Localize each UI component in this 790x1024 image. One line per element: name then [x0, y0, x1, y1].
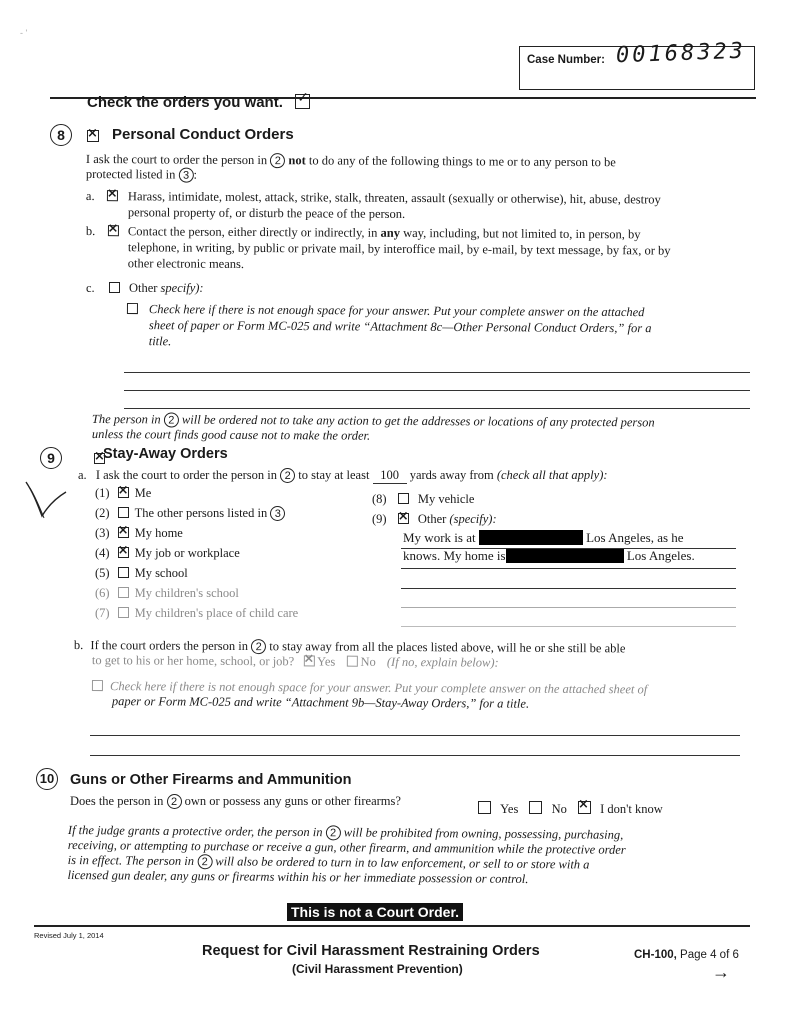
- section-8-title: Personal Conduct Orders: [112, 126, 294, 143]
- stay-away-item-1-checkbox[interactable]: [118, 487, 129, 498]
- not-court-order-banner: This is not a Court Order.: [287, 903, 463, 921]
- case-number-label: Case Number:: [527, 54, 605, 66]
- form-page-info: CH-100, Page 4 of 6: [634, 949, 739, 961]
- stay-away-item-4-checkbox[interactable]: [118, 547, 129, 558]
- hand-check-mark-icon: [20, 476, 70, 524]
- section-8a-checkbox[interactable]: [107, 190, 118, 201]
- stay-away-item-6-checkbox[interactable]: [118, 587, 129, 598]
- case-number-value[interactable]: 00168323: [615, 38, 747, 69]
- section-9a: a. I ask the court to order the person in 2 to stay at least 100 yards away from (check all that apply):: [78, 468, 608, 482]
- case-number-box: [519, 38, 755, 90]
- stay-away-item-label: My school: [134, 566, 188, 580]
- stay-away-item-8-checkbox[interactable]: [398, 493, 409, 504]
- revised-date: Revised July 1, 2014: [34, 931, 104, 940]
- section-9b-line-1[interactable]: [90, 735, 740, 736]
- stay-away-item-label: Me: [134, 486, 152, 500]
- stay-away-item-9: (9) × Other (specify):: [372, 512, 497, 527]
- redaction-bar: [479, 530, 583, 545]
- other-line-3[interactable]: [401, 588, 736, 589]
- section-8b: b. × Contact the person, either directly or indirectly, in any way, including, but not limited to, in person, by telephone, in writing, by public or private mail, by interoffice mail, by e-mail, by text message, by fax, or by other electronic means.: [86, 224, 756, 243]
- section-8c-attachment: Check here if there is not enough space for your answer. Put your complete answer on the attached sheet of paper or Form MC-025 and write “Attachment 8c—Other Personal Conduct Orders,” for a title.: [127, 302, 747, 321]
- section-9b-attachment: Check here if there is not enough space for your answer. Put your complete answer on the attached sheet of paper or Form MC-025 and write “Attachment 9b—Stay-Away Orders,” for a title.: [92, 679, 752, 713]
- stay-away-other-text[interactable]: My work is at Los Angeles, as he knows. My home is Los Angeles.: [403, 530, 695, 563]
- other-line-2[interactable]: [401, 568, 736, 569]
- stay-away-item-label: My job or workplace: [134, 546, 240, 560]
- check-orders-heading: Check the orders you want. ✓: [87, 89, 309, 111]
- section-8c-line-1[interactable]: [124, 372, 750, 373]
- check-orders-checkbox[interactable]: ✓: [295, 94, 310, 109]
- other-line-4[interactable]: [401, 607, 736, 608]
- stay-away-item-label: My children's place of child care: [134, 606, 299, 620]
- stay-away-item-label: My home: [134, 526, 183, 540]
- stay-away-item-6: (6) My children's school: [95, 586, 239, 600]
- stay-away-item-5-checkbox[interactable]: [118, 567, 129, 578]
- stay-away-item-4: (4)× My job or workplace: [95, 546, 240, 561]
- section-8c-line-3[interactable]: [124, 408, 750, 409]
- stay-away-yards-field[interactable]: 100: [373, 468, 407, 484]
- stay-away-item-label: My children's school: [134, 586, 239, 600]
- section-10-title: Guns or Other Firearms and Ammunition: [70, 772, 352, 788]
- section-9-number: 9: [40, 447, 62, 469]
- firearms-yes-checkbox[interactable]: [478, 801, 491, 814]
- section-8c-checkbox[interactable]: [109, 282, 120, 293]
- redaction-bar: [506, 548, 624, 563]
- section-8-intro: I ask the court to order the person in 2 not to do any of the following things to me or to any person to be protected listed in 3 :: [85, 152, 616, 182]
- section-8a: a. × Harass, intimidate, molest, attack, strike, stalk, threaten, assault (sexually or otherwise), hit, abuse, destroy personal property of, or disturb the peace of the person.: [86, 189, 746, 208]
- section-8-checkbox[interactable]: [87, 130, 99, 142]
- other-line-5[interactable]: [401, 626, 736, 627]
- section-9b-no-checkbox[interactable]: [346, 656, 357, 667]
- section-8-number: 8: [50, 124, 72, 146]
- section-8c-attachment-checkbox[interactable]: [127, 303, 138, 314]
- scan-mark: - ': [20, 28, 28, 38]
- form-subtitle: (Civil Harassment Prevention): [292, 962, 463, 976]
- stay-away-item-5: (5) My school: [95, 566, 188, 580]
- section-8c: c. Other specify):: [86, 281, 204, 295]
- next-page-arrow-icon[interactable]: →: [712, 962, 730, 982]
- stay-away-item-7-checkbox[interactable]: [118, 607, 129, 618]
- stay-away-item-7: (7) My children's place of child care: [95, 606, 299, 620]
- stay-away-item-2: (2) The other persons listed in 3: [95, 506, 285, 521]
- firearms-dont-know-checkbox[interactable]: [578, 801, 591, 814]
- section-9b: b. If the court orders the person in 2 to stay away from all the places listed above, will he or she still be able to get to his or her home, school, or job? × Yes No (If no, explain below):: [74, 638, 754, 672]
- stay-away-item-3-checkbox[interactable]: [118, 527, 129, 538]
- stay-away-item-1: (1)× Me: [95, 486, 151, 501]
- stay-away-item-8: (8) My vehicle: [372, 492, 475, 506]
- stay-away-item-label: The other persons listed in: [134, 506, 268, 520]
- stay-away-item-9-checkbox[interactable]: [398, 513, 409, 524]
- section-8b-checkbox[interactable]: [107, 225, 118, 236]
- form-title: Request for Civil Harassment Restraining Orders: [202, 943, 540, 959]
- stay-away-item-3: (3)× My home: [95, 526, 183, 541]
- footer-rule: [34, 925, 750, 927]
- section-10-question: Does the person in 2 own or possess any guns or other firearms?: [70, 794, 401, 808]
- section-9b-attachment-checkbox[interactable]: [92, 680, 103, 691]
- section-10-note: If the judge grants a protective order, the person in 2 will be prohibited from owning, possessing, purchasing, receiving, or attempting to purchase or receive a gun, other firearm, and ammunition while the protective order is in effect. The person in 2 will also be ordered to turn in to law enforcement, or sell to or store with a licensed gun dealer, any guns or firearms within his or her immediate possession or control.: [67, 823, 626, 887]
- section-8-note: The person in 2 will be ordered not to take any action to get the addresses or locations of any protected person unless the court finds good cause not to make the order.: [91, 412, 655, 443]
- section-9-title: Stay-Away Orders: [103, 446, 228, 462]
- section-9b-yes-checkbox[interactable]: [303, 655, 314, 666]
- firearms-no-checkbox[interactable]: [529, 801, 542, 814]
- section-10-number: 10: [36, 768, 58, 790]
- section-9b-line-2[interactable]: [90, 755, 740, 756]
- other-line-1[interactable]: [401, 548, 736, 549]
- stay-away-item-2-checkbox[interactable]: [118, 507, 129, 518]
- section-8c-line-2[interactable]: [124, 390, 750, 391]
- section-10-answers: Yes No × I don't know: [478, 801, 663, 817]
